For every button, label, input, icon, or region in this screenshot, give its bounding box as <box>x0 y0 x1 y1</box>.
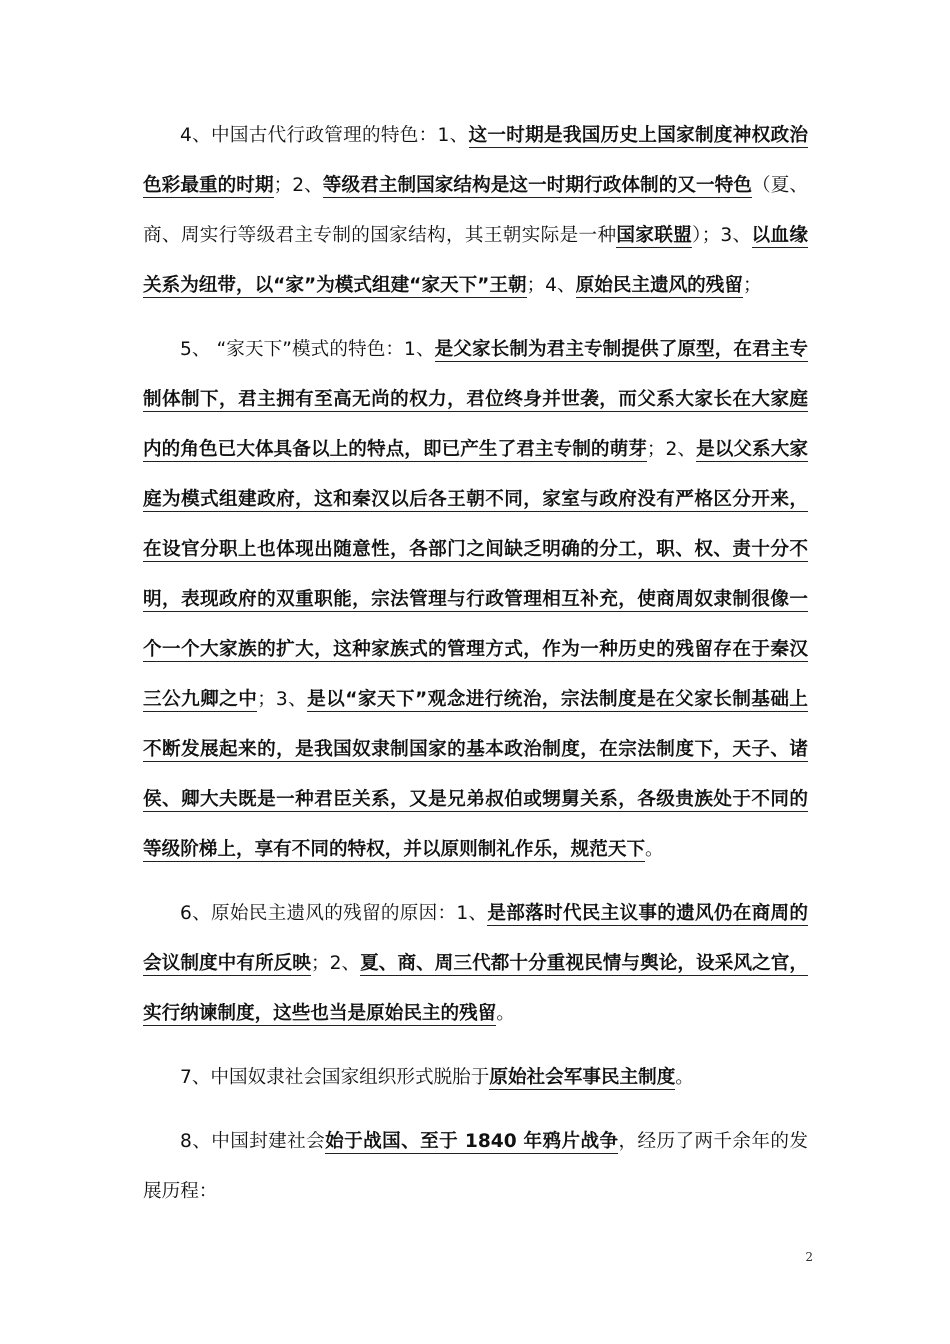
document-body <box>143 111 808 1231</box>
emphasized-text: 是部落时代民主议事的遗风仍在商周的会议制度中有所反映 <box>143 903 808 974</box>
emphasized-text: 是以“家天下”观念进行统治，宗法制度是在父家长制基础上不断发展起来的，是我国奴隶制国家的基本政治制度，在宗法制度下，天子、诸侯、卿大夫既是一种君臣关系，又是兄弟叔伯或甥舅关系，各级贵族处于不同的等级阶梯上，享有不同的特权，并以原则制礼作乐，规范天下 <box>143 689 808 860</box>
emphasized-text: 这一时期是我国历史上国家制度神权政治色彩最重的时期 <box>143 125 808 196</box>
plain-text: 7、中国奴隶社会国家组织形式脱胎于 <box>180 1067 490 1088</box>
plain-text: ）；3、 <box>692 225 752 246</box>
plain-text: ；4、 <box>526 275 576 296</box>
plain-text: 6、原始民主遗风的残留的原因：1、 <box>180 903 488 924</box>
plain-text: 。 <box>675 1067 694 1088</box>
plain-text: ；2、 <box>273 175 323 196</box>
plain-text: 。 <box>645 839 664 860</box>
paragraph-8 <box>143 1117 808 1217</box>
emphasized-text: 始于战国、至于 1840 年鸦片战争 <box>325 1131 619 1152</box>
page-number: 2 <box>805 1250 813 1264</box>
plain-text: （夏、商、周实行等级君主专制的国家结构，其王朝实际是一种 <box>143 175 808 246</box>
emphasized-text: 等级君主制国家结构是这一时期行政体制的又一特色 <box>322 175 753 196</box>
paragraph-4 <box>143 111 808 311</box>
emphasized-text: 原始民主遗风的残留 <box>575 275 743 296</box>
emphasized-text: 是以父系大家庭为模式组建政府，这和秦汉以后各王朝不同，家室与政府没有严格区分开来，在设官分职上也体现出随意性，各部门之间缺乏明确的分工，职、权、责十分不明，表现政府的双重职能，宗法管理与行政管理相互补充，使商周奴隶制很像一个一个大家族的扩大，这种家族式的管理方式，作为一种历史的残留存在于秦汉三公九卿之中 <box>143 439 808 710</box>
paragraph-6 <box>143 889 808 1039</box>
plain-text: ；2、 <box>646 439 697 460</box>
plain-text: ，经历了两千余年的发展历程： <box>143 1131 808 1202</box>
emphasized-text: 夏、商、周三代都十分重视民情与舆论，设采风之官，实行纳谏制度，这些也当是原始民主的残留 <box>143 953 808 1024</box>
emphasized-text: 是父家长制为君主专制提供了原型，在君主专制体制下，君主拥有至高无尚的权力，君位终身并世袭，而父系大家长在大家庭内的角色已大体具备以上的特点，即已产生了君主专制的萌芽 <box>143 339 808 460</box>
emphasized-text: 原始社会军事民主制度 <box>489 1067 676 1088</box>
plain-text: ；3、 <box>257 689 308 710</box>
emphasized-text: 以血缘关系为纽带，以“家”为模式组建“家天下”王朝 <box>143 225 808 296</box>
plain-text: ； <box>742 275 762 296</box>
paragraph-5 <box>143 325 808 875</box>
plain-text: 5、 “家天下”模式的特色：1、 <box>180 339 435 360</box>
paragraph-7 <box>143 1053 808 1103</box>
emphasized-text: 国家联盟 <box>616 225 693 246</box>
plain-text: 。 <box>496 1003 515 1024</box>
plain-text: 8、中国封建社会 <box>180 1131 326 1152</box>
plain-text: 4、中国古代行政管理的特色：1、 <box>180 125 469 146</box>
plain-text: ；2、 <box>310 953 361 974</box>
